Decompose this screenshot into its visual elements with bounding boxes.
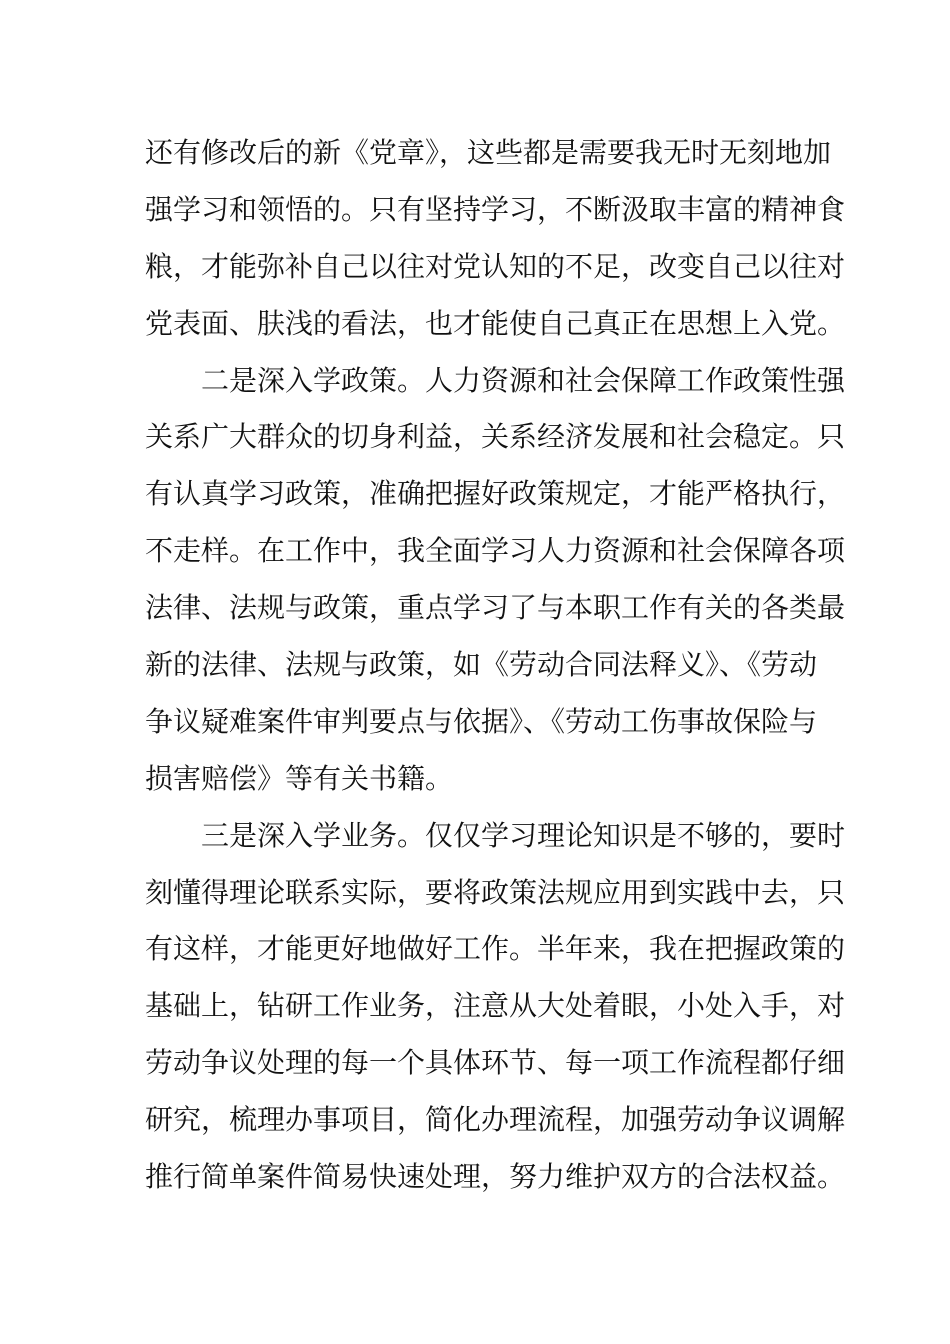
text-line: 法律、法规与政策，重点学习了与本职工作有关的各类最 xyxy=(145,591,846,625)
text-line: 强学习和领悟的。只有坚持学习，不断汲取丰富的精神食 xyxy=(145,192,846,226)
paragraph-start-line: 三是深入学业务。仅仅学习理论知识是不够的，要时 xyxy=(201,818,846,852)
text-line: 有这样，才能更好地做好工作。半年来，我在把握政策的 xyxy=(145,932,846,966)
text-line: 粮，才能弥补自己以往对党认知的不足，改变自己以往对 xyxy=(145,249,846,283)
text-line: 新的法律、法规与政策，如《劳动合同法释义》、《劳动 xyxy=(145,648,818,682)
text-line: 还有修改后的新《党章》，这些都是需要我无时无刻地加 xyxy=(145,136,832,169)
text-line: 争议疑难案件审判要点与依据》、《劳动工伤事故保险与 xyxy=(145,704,818,738)
text-line: 基础上，钻研工作业务，注意从大处着眼，小处入手，对 xyxy=(145,989,846,1023)
text-line: 研究，梳理办事项目，简化办理流程，加强劳动争议调解 xyxy=(145,1103,846,1137)
text-line: 劳动争议处理的每一个具体环节、每一项工作流程都仔细 xyxy=(145,1046,846,1080)
text-line: 有认真学习政策，准确把握好政策规定，才能严格执行， xyxy=(145,477,846,511)
text-line: 关系广大群众的切身利益，关系经济发展和社会稳定。只 xyxy=(145,420,846,454)
text-line: 不走样。在工作中，我全面学习人力资源和社会保障各项 xyxy=(145,534,846,568)
paragraph-start-line: 二是深入学政策。人力资源和社会保障工作政策性强 xyxy=(201,363,846,397)
text-line: 推行简单案件简易快速处理，努力维护双方的合法权益。 xyxy=(145,1160,846,1194)
text-line: 损害赔偿》等有关书籍。 xyxy=(145,761,454,795)
text-line: 党表面、肤浅的看法，也才能使自己真正在思想上入党。 xyxy=(145,306,846,340)
text-line: 刻懂得理论联系实际，要将政策法规应用到实践中去，只 xyxy=(145,875,846,909)
document-body xyxy=(145,125,846,1206)
